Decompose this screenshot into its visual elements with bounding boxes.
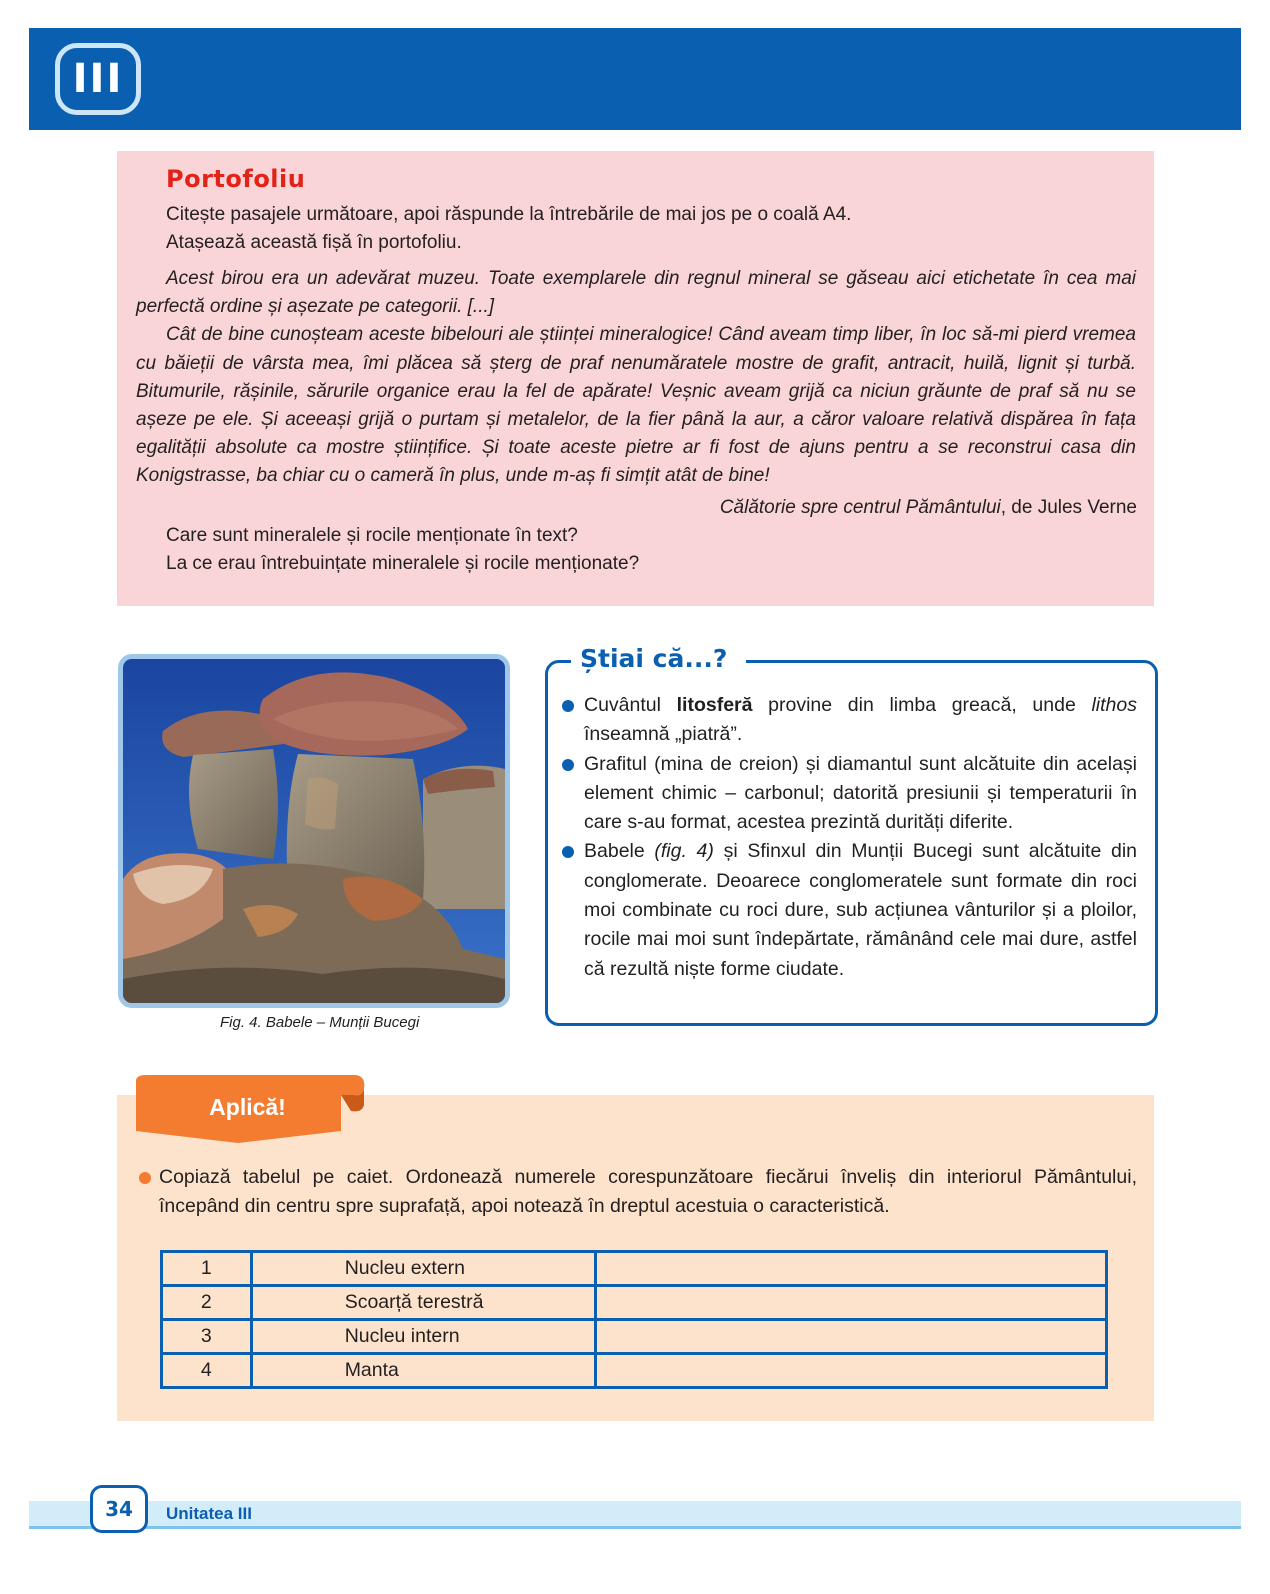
table-row [162,1252,1107,1286]
did-you-know-list [562,691,1137,984]
footer-unit-label: Unitatea III [166,1504,252,1523]
layer-name: Manta [251,1354,595,1388]
layer-name: Nucleu extern [251,1252,595,1286]
apply-instruction: Copiază tabelul pe caiet. Ordonează numerele corespunzătoare fiecărui înveliș din interiorul Pământului, începând din centru spre suprafață, apoi notează în dreptul acestuia o caracteristică. [139,1163,1137,1221]
portfolio-title: Portofoliu [166,165,306,193]
item-text: înseamnă „piatră”. [584,723,743,746]
earth-layers-table [160,1250,1108,1389]
table-row [162,1286,1107,1320]
photo-caption: Fig. 4. Babele – Munții Bucegi [220,1014,420,1031]
quote-paragraph-1: Acest birou era un adevărat muzeu. Toate exemplarele din regnul mineral se găseau aici etichetate în cea mai perfectă ordine și așezate pe categorii. [...] [136,268,1136,318]
item-text: Babele [584,840,655,863]
item-term: lithos [1091,694,1137,716]
row-number: 2 [162,1286,252,1320]
source-title: Călătorie spre centrul Pământului [719,497,1001,518]
portfolio-instruction-2: Atașează această fișă în portofoliu. [166,232,462,253]
rock-formation-illustration [123,659,505,1003]
item-text: și Sfinxul din Munții Bucegi sunt alcătuite din conglomerate. Deoarece conglomeratele sunt formate din roci moi combinate cu roci dure, sub acțiunea vânturilor și a ploilor, rocile mai moi sunt îndepărtate, rămânând cele mai dure, astfel că rezultă niște forme ciudate. [584,840,1138,980]
did-you-know-item [562,837,1137,983]
characteristic-cell [595,1354,1106,1388]
quote-paragraph-2: Cât de bine cunoșteam aceste bibelouri ale științei mineralogice! Când aveam timp liber, în loc să-mi pierd vremea cu băieții de vârsta mea, îmi plăcea să șterg de praf nenumăratele mostre de grafit, antracit, huilă, lignit și turbă. Bitumurile, rășinile, sărurile organice erau la fel de apărate! Veșnic aveam grijă ca niciun grăunte de praf să nu se așeze pe ele. Și aceeași grijă o purtam și metalelor, de la fier până la aur, a căror valoare relativă dispărea în fața egalității absolute ca mostre științifice. Și toate aceste pietre ar fi fost de ajuns pentru a se reconstrui casa din Konigstrasse, ba chiar cu o cameră în plus, unde m-aș fi simțit atât de bine! [136,324,1136,487]
portfolio-question-2: La ce erau întrebuințate mineralele și rocile menționate? [166,553,640,574]
portfolio-instruction-1: Citește pasajele următoare, apoi răspunde la întrebările de mai jos pe o coală A4. [166,204,852,225]
row-number: 1 [162,1252,252,1286]
table-row [162,1354,1107,1388]
item-term: litosferă [676,694,753,716]
row-number: 4 [162,1354,252,1388]
item-text: Cuvântul [584,694,677,716]
layer-name: Nucleu intern [251,1320,595,1354]
did-you-know-title: Știai că...? [580,644,728,673]
characteristic-cell [595,1286,1106,1320]
table-row [162,1320,1107,1354]
portfolio-quote [136,265,1136,491]
unit-badge: III [55,43,141,115]
figure-reference: (fig. 4) [654,840,714,863]
characteristic-cell [595,1252,1106,1286]
header-band [29,28,1241,130]
did-you-know-item [562,691,1137,750]
characteristic-cell [595,1320,1106,1354]
page-number: 34 [90,1485,148,1533]
portfolio-question-1: Care sunt mineralele și rocile menționate în text? [166,525,578,546]
did-you-know-item: Grafitul (mina de creion) și diamantul sunt alcătuite din același element chimic – carbonul; datorită presiunii și temperaturii în care s-au format, acestea prezintă durități diferite. [562,750,1137,838]
quote-source [720,494,1137,522]
babele-photo [118,654,510,1008]
row-number: 3 [162,1320,252,1354]
layer-name: Scoarță terestră [251,1286,595,1320]
item-text: provine din limba greacă, unde [752,694,1092,716]
source-author: , de Jules Verne [1000,497,1137,518]
apply-label: Aplică! [209,1094,286,1120]
